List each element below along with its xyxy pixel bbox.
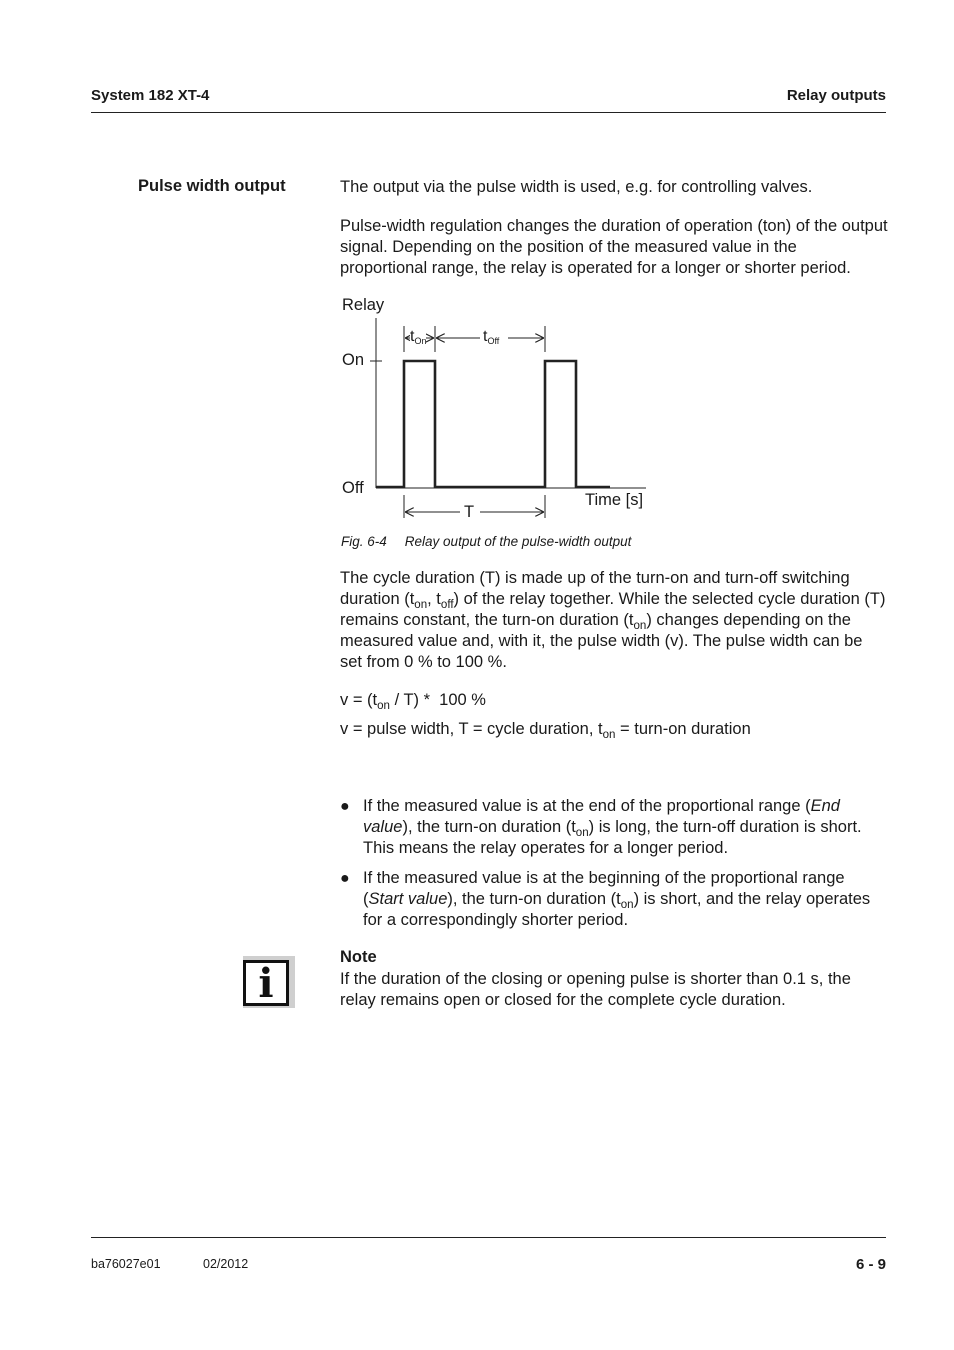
bullet-icon: ● <box>340 870 350 887</box>
note-title: Note <box>340 948 377 966</box>
section-title: Pulse width output <box>138 177 286 195</box>
info-icon <box>243 956 295 1008</box>
footer-doc-id: ba76027e01 <box>91 1257 161 1271</box>
info-icon-glyph: i <box>258 960 274 1007</box>
footer-rule <box>91 1237 886 1238</box>
header-rule <box>91 112 886 113</box>
list-item: ● If the measured value is at the end of the proportional range (End value), the turn-on duration $(t_{on})$ is long, the turn-off duration is short. This means the relay operates for a longer period. <box>340 797 862 857</box>
period-label: T <box>464 503 475 521</box>
off-label: Off <box>342 479 364 497</box>
x-axis-title: Time [s] <box>585 491 644 509</box>
figure-caption <box>341 534 631 549</box>
t-on-label: $t_{On}$ <box>410 328 427 347</box>
formula-legend: v = pulse width, T = cycle duration, $t_{on}$ = turn-on duration <box>340 720 751 742</box>
pulse-diagram <box>330 290 670 530</box>
note-text: If the duration of the closing or opening pulse is shorter than 0.1 s, the relay remains open or closed for the complete cycle duration. <box>340 970 851 1009</box>
figure-number: Fig. 6-4 <box>341 534 387 549</box>
y-axis-title: Relay <box>342 296 385 314</box>
bullet-icon: ● <box>340 798 350 815</box>
formula: $v = (t_{on} / T) * 100$ % <box>340 691 486 713</box>
relay-signal <box>376 361 610 487</box>
header-left: System 182 XT-4 <box>91 87 210 104</box>
t-off-label: $t_{Off}$ <box>483 328 500 347</box>
footer-date: 02/2012 <box>203 1257 249 1271</box>
on-label: On <box>342 351 365 369</box>
header-right: Relay outputs <box>786 87 886 104</box>
page-number: 6 - 9 <box>855 1256 886 1273</box>
cycle-paragraph: The cycle duration (T) is made up of the turn-on and turn-off switching duration ($t_{on}$, $t_{off}$) of the relay together. While the selected cycle duration (T) remains constant, the turn-on duration $(t_{on})$ changes depending on the measured value and, with it, the pulse width (v). The pulse width can be set from 0 % to 100 %. <box>340 569 886 671</box>
list-item: ● If the measured value is at the beginning of the proportional range (Start value), the turn-on duration $(t_{on})$ is short, and the relay operates for a correspondingly shorter period. <box>340 869 871 929</box>
figure-caption-text: Relay output of the pulse-width output <box>404 534 632 549</box>
paragraph-2: Pulse-width regulation changes the duration of operation (ton) of the output signal. Depending on the position of the measured value in the proportional range, the relay is operated for a longer or shorter period. <box>340 217 888 277</box>
paragraph-1: The output via the pulse width is used, e.g. for controlling valves. <box>340 178 813 196</box>
